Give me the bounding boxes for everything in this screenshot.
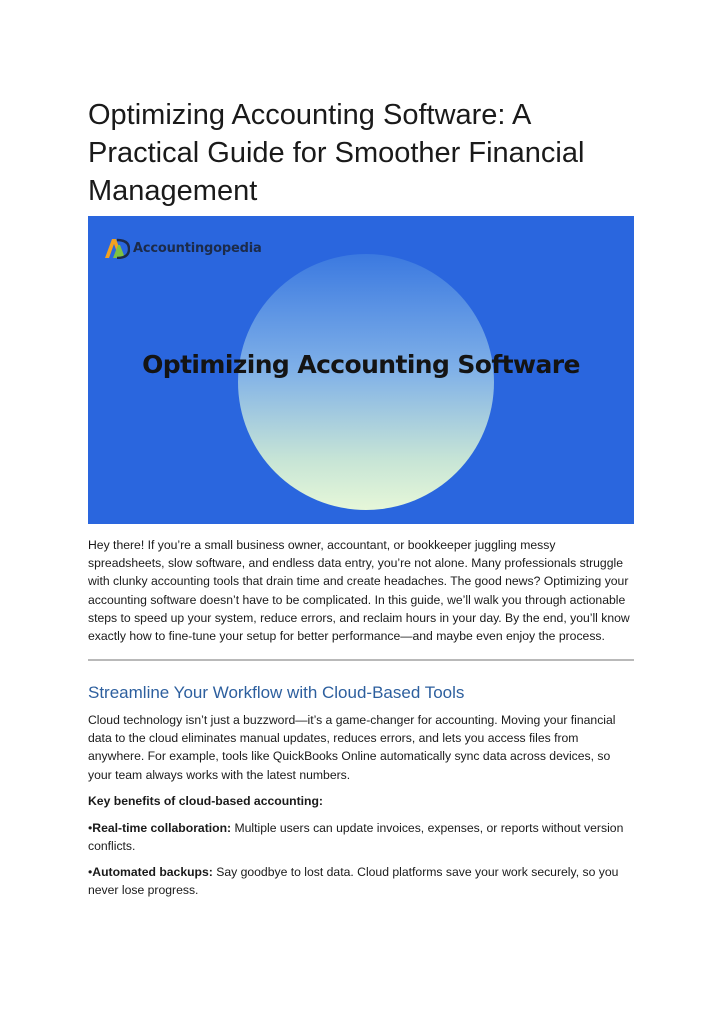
section-divider [88,659,634,661]
page-title: Optimizing Accounting Software: A Practical Guide for Smoother Financial Management [88,99,585,207]
bullet-text: Multiple users can update invoices, expenses, or reports without version conflicts. [88,821,624,854]
list-item [88,819,634,855]
hero-headline: Optimizing Accounting Software [142,350,580,379]
intro-paragraph: Hey there! If you’re a small business owner, accountant, or bookkeeper juggling messy spreadsheets, slow software, and endless data entry, you’re not alone. Many professionals struggle with clunky accounting tools that drain time and create headaches. The good news? Optimizing your accounting software doesn’t have to be complicated. In this guide, we’ll walk you through actionable steps to speed up your system, reduce errors, and reclaim hours in your day. By the end, you’ll know exactly how to fine-tune your setup for better performance—and maybe even enjoy the process. [88,538,630,644]
logo-text: Accountingopedia [133,240,262,256]
list-item [88,863,634,899]
section-heading: Streamline Your Workflow with Cloud-Based Tools [88,683,465,702]
gradient-circle [238,254,494,510]
section-paragraph: Cloud technology isn’t just a buzzword—it’s a game-changer for accounting. Moving your financial data to the cloud eliminates manual updates, reduces errors, and lets you access files from anywhere. For example, tools like QuickBooks Online automatically sync data across devices, so your team always works with the latest numbers. [88,713,616,782]
hero-banner-image [88,216,634,524]
bullet-label: Automated backups: [92,865,213,879]
bullet-marker: • [88,865,93,879]
bullet-text: Say goodbye to lost data. Cloud platforms save your work securely, so you never lose progress. [88,865,619,898]
bullet-label: Real-time collaboration: [92,821,232,835]
benefits-heading: Key benefits of cloud-based accounting: [88,794,323,808]
bullet-marker: • [88,821,93,835]
accountingopedia-logo-icon [104,237,130,259]
brand-logo [104,236,262,260]
